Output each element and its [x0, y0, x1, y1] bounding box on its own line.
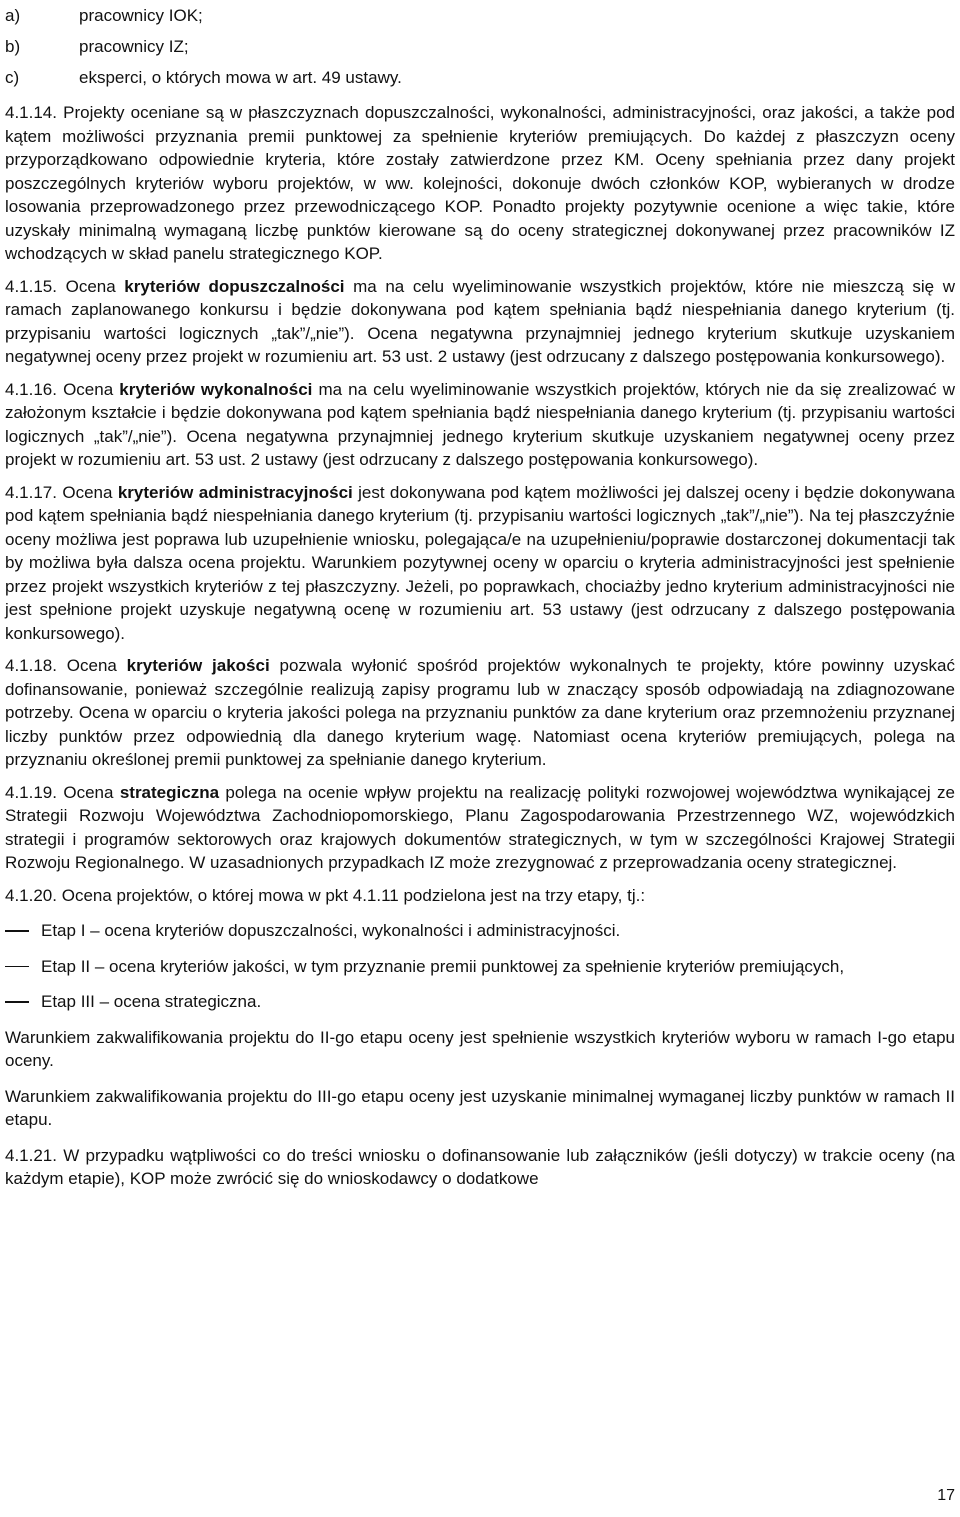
paragraph-text: Ocena projektów, o której mowa w pkt 4.1.11 podzielona jest na trzy etapy, tj.: — [61, 885, 646, 905]
paragraph-number: 4.1.14. — [5, 103, 57, 122]
list-item-label: c) — [5, 68, 20, 87]
paragraph-4-1-18 — [5, 654, 955, 772]
stage-item-1 — [5, 919, 955, 943]
paragraph-4-1-16 — [5, 378, 955, 472]
paragraph-number: 4.1.21. — [5, 1145, 57, 1165]
stage-text: Etap III – ocena strategiczna. — [41, 992, 262, 1011]
paragraph-4-1-19 — [5, 781, 955, 875]
paragraph-text: Warunkiem zakwalifikowania projektu do II-go etapu oceny jest spełnienie wszystkich kryteriów wyboru w ramach I-go etapu oceny. — [5, 1027, 955, 1070]
list-item — [5, 0, 955, 31]
paragraph-lead: Ocena — [65, 276, 125, 296]
paragraph-text: ma na celu wyeliminowanie wszystkich projektów, których nie da się zrealizować w założonym kształcie i będzie dokonywana pod kątem spełniania bądź niespełniania danego kryterium (tj. przypisaniu wartości logicznych „tak”/„nie”). Ocena negatywna przynajmniej jednego kryterium skutkuje uzyskaniem negatywnej oceny przez projekt w rozumieniu art. 53 ust. 2 ustawy (jest odrzucany z dalszego postępowania konkursowego). — [5, 379, 955, 469]
paragraph-text: Warunkiem zakwalifikowania projektu do III-go etapu oceny jest uzyskanie minimalnej wymaganej liczby punktów w ramach II etapu. — [5, 1086, 955, 1129]
paragraph-number: 4.1.18. — [5, 656, 57, 675]
dash-bullet-icon — [5, 1001, 29, 1003]
page-number: 17 — [937, 1487, 955, 1504]
paragraph-4-1-21 — [5, 1144, 955, 1191]
stage-text: Etap I – ocena kryteriów dopuszczalności, wykonalności i administracyjności. — [41, 921, 621, 940]
list-item — [5, 31, 955, 62]
paragraph-4-1-20 — [5, 884, 955, 908]
eval-personnel-list — [5, 0, 955, 93]
paragraph-bold-term: kryteriów jakości — [126, 656, 270, 675]
stage-item-3 — [5, 990, 955, 1014]
paragraph-condition-stage-3 — [5, 1085, 955, 1132]
paragraph-4-1-17 — [5, 481, 955, 646]
paragraph-text: pozwala wyłonić spośród projektów wykonalnych te projekty, które powinny uzyskać dofinansowanie, ponieważ szczególnie realizują zapisy programu lub w znaczący sposób odpowiadają na zdiagnozowane potrzeby. Ocena w oparciu o kryteria jakości polega na przyznaniu punktów za dane kryterium oraz przemnożeniu przyznanej liczby punktów przez odpowiednią dla danego kryterium wagę. Natomiast ocena kryteriów premiujących, polega na przyznaniu określonej premii punktowej za spełnianie danego kryterium. — [5, 656, 955, 769]
paragraph-number: 4.1.19. — [5, 782, 57, 802]
paragraph-lead: Ocena — [63, 782, 120, 802]
paragraph-number: 4.1.20. — [5, 885, 57, 905]
paragraph-4-1-15 — [5, 275, 955, 369]
paragraph-lead: Ocena — [63, 379, 120, 399]
stage-item-2 — [5, 955, 955, 979]
stage-text: Etap II – ocena kryteriów jakości, w tym przyznanie premii punktowej za spełnienie kryteriów premiujących, — [41, 956, 845, 976]
paragraph-lead: Ocena — [66, 656, 127, 675]
paragraph-text: W przypadku wątpliwości co do treści wniosku o dofinansowanie lub załączników (jeśli dotyczy) w trakcie oceny (na każdym etapie), KOP może zwrócić się do wnioskodawcy o dodatkowe — [5, 1145, 955, 1188]
paragraph-text: jest dokonywana pod kątem możliwości jej dalszej oceny i będzie dokonywana pod kątem spełniania bądź niespełniania danego kryterium (tj. przypisaniu wartości logicznych „tak”/„nie”). Na tej płaszczyźnie oceny możliwa jest poprawa lub uzupełnienie wniosku, polegająca/e na uzupełnieniu/poprawie dostarczonej dokumentacji tak by możliwa była dalsza ocena projektu. Warunkiem pozytywnej oceny w oparciu o kryteria administracyjności jest spełnienie przez projekt wszystkich kryteriów z tej płaszczyzny. Jeżeli, po poprawkach, chociażby jedno kryterium administracyjności nie jest spełnione projekt uzyskuje negatywną ocenę w rozumieniu art. 53 ustawy (jest odrzucany z dalszego postępowania konkursowego). — [5, 482, 956, 643]
list-item-label: b) — [5, 37, 21, 56]
paragraph-lead: Ocena — [62, 482, 118, 502]
list-item-text: eksperci, o których mowa w art. 49 ustawy. — [79, 68, 402, 87]
paragraph-bold-term: strategiczna — [119, 782, 220, 802]
paragraph-text: Projekty oceniane są w płaszczyznach dopuszczalności, wykonalności, administracyjności, oraz jakości, a także pod kątem możliwości przyznania premii punktowej za spełnienie kryteriów premiujących. Do każdej z płaszczyzn oceny przyporządkowano odpowiednie kryteria, które zostały zatwierdzone przez KM. Oceny spełniania przez dany projekt poszczególnych kryteriów wyboru projektów, w ww. kolejności, dokonuje dwóch członków KOP, wybieranych w drodze losowania przeprowadzonego przez przewodniczącego KOP. Ponadto projekty pozytywnie ocenione a więc takie, które uzyskały minimalną wymaganą liczbę punktów kierowane są do oceny strategicznej dokonywanej przez pracowników IZ wchodzących w skład panelu strategicznego KOP. — [5, 103, 955, 263]
paragraph-4-1-14 — [5, 101, 955, 266]
paragraph-text: polega na ocenie wpływ projektu na realizację polityki rozwojowej województwa wynikającej ze Strategii Rozwoju Województwa Zachodniopomorskiego, Planu Zagospodarowania Przestrzennego WZ, wojewódzkich strategii i programów sektorowych oraz krajowych dokumentów strategicznych, w tym w szczególności Krajowej Strategii Rozwoju Regionalnego. W uzasadnionych przypadkach IZ może zrezygnować z przeprowadzania oceny strategicznej. — [5, 782, 955, 872]
document-page — [5, 0, 955, 1200]
paragraph-bold-term: kryteriów administracyjności — [117, 482, 353, 502]
paragraph-condition-stage-2 — [5, 1026, 955, 1073]
paragraph-bold-term: kryteriów dopuszczalności — [124, 276, 345, 296]
paragraph-text: ma na celu wyeliminowanie wszystkich projektów, które nie mieszczą się w ramach zaplanowanego konkursu i będzie dokonywana pod kątem spełniania bądź niespełniania danego kryterium (tj. przypisaniu wartości logicznych „tak”/„nie”). Ocena negatywna przynajmniej jednego kryterium skutkuje uzyskaniem negatywnej oceny przez projekt w rozumieniu art. 53 ust. 2 ustawy (jest odrzucany z dalszego postępowania konkursowego). — [5, 276, 955, 366]
list-item — [5, 62, 955, 93]
list-item-text: pracownicy IZ; — [79, 37, 189, 56]
paragraph-number: 4.1.15. — [5, 276, 57, 296]
paragraph-bold-term: kryteriów wykonalności — [119, 379, 313, 399]
list-item-label: a) — [5, 6, 21, 25]
dash-bullet-icon — [5, 930, 29, 932]
paragraph-number: 4.1.16. — [5, 379, 57, 399]
paragraph-number: 4.1.17. — [5, 482, 57, 502]
dash-bullet-icon — [5, 966, 29, 968]
list-item-text: pracownicy IOK; — [79, 6, 203, 25]
